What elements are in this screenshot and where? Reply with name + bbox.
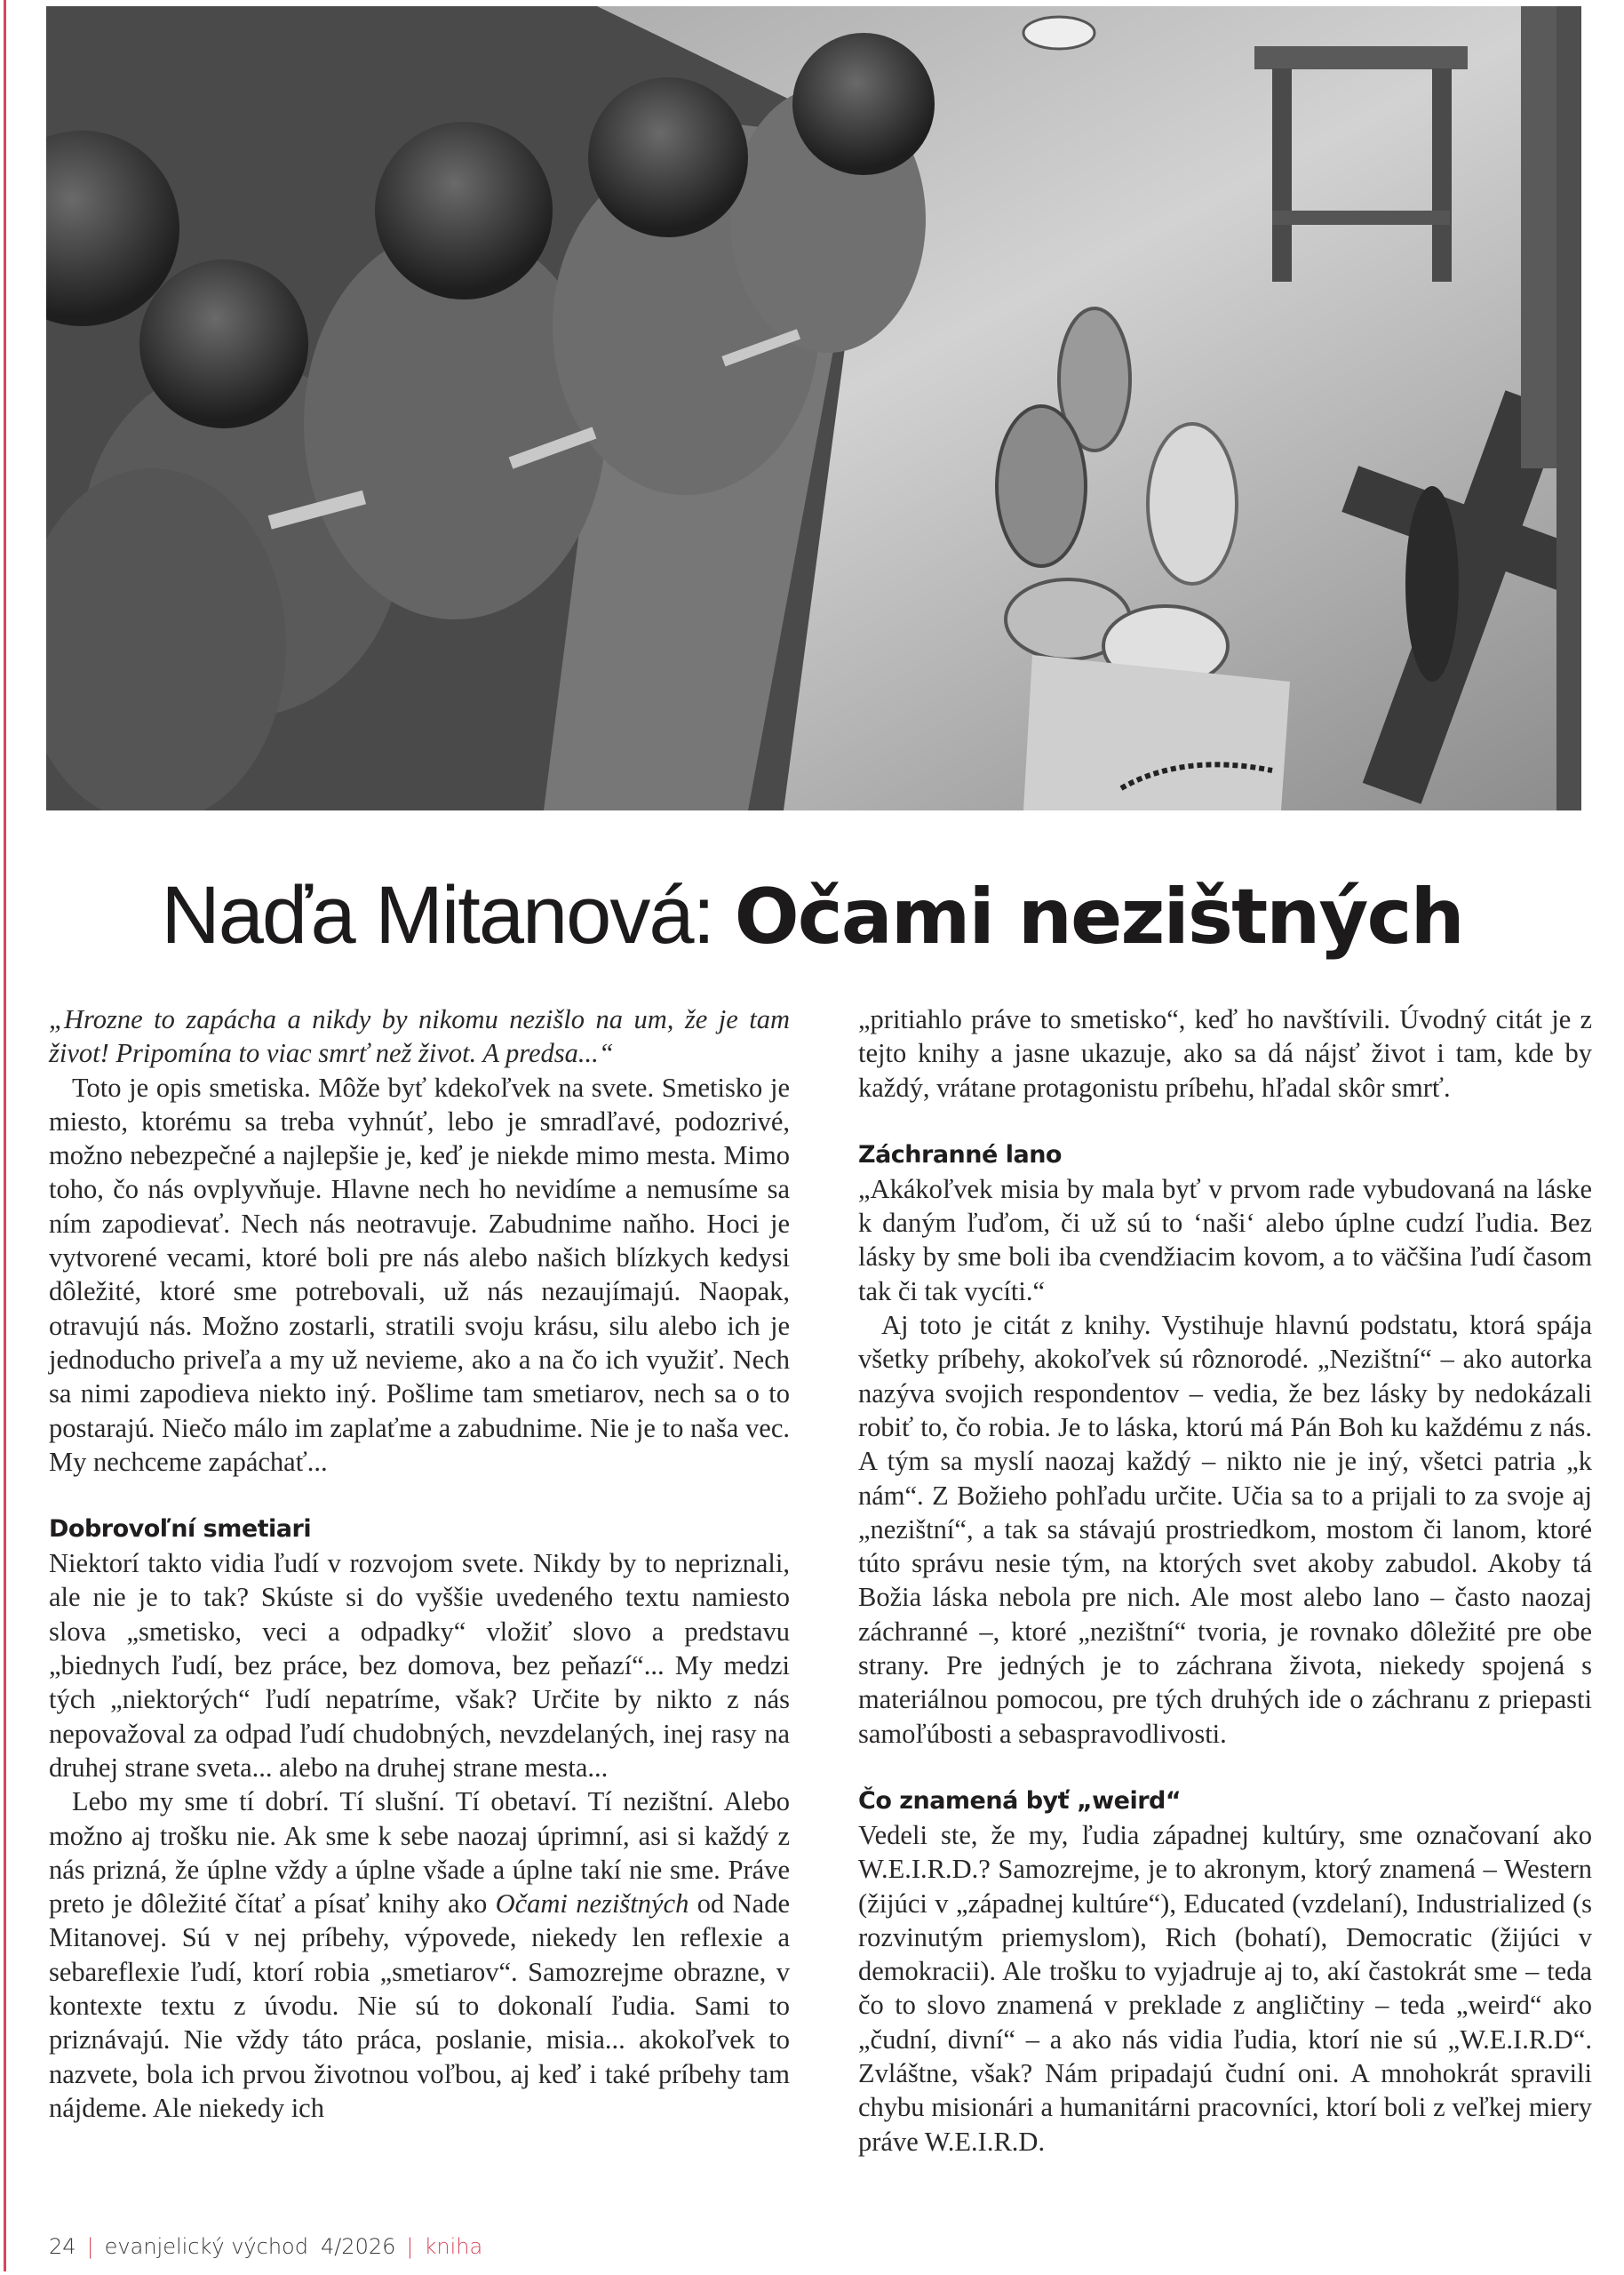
article-photo: [46, 6, 1581, 810]
paragraph: [49, 1784, 790, 2125]
magazine-name: evanjelický východ: [104, 2234, 308, 2259]
footer-separator: |: [406, 2234, 414, 2259]
page-footer: [49, 2234, 482, 2259]
footer-separator: |: [86, 2234, 94, 2259]
title-author: Naďa Mitanová:: [161, 870, 735, 961]
section-heading: Čo znamená byť „weird“: [858, 1786, 1182, 1815]
article-title: [0, 866, 1624, 966]
page-margin-rule: [4, 0, 6, 2271]
paragraph: „Akákoľvek misia by mala byť v prvom rade vybudovaná na láske k daným ľuďom, či už sú to ‘naši‘ alebo úplne cudzí ľudia. Bez lásky by sme boli iba cvendžiacim kovom, a to väčšina ľudí časom tak či tak vycíti.“: [858, 1173, 1592, 1306]
page-number: 24: [49, 2234, 76, 2259]
paragraph: „pritiahlo práve to smetisko“, keď ho navštívili. Úvodný citát je z tejto knihy a jasne ukazuje, ako sa dá nájsť život i tam, kde by každý, vrátane protagonistu príbehu, hľadal skôr smrť.: [858, 1004, 1592, 1103]
issue-number: 4/2026: [320, 2234, 396, 2259]
section-heading: Záchranné lano: [858, 1140, 1062, 1169]
opening-quote: „Hrozne to zapácha a nikdy by nikomu nezišlo na um, že je tam život! Pripomína to viac smrť než život. A predsa...“: [49, 1004, 790, 1069]
right-column: [858, 1002, 1592, 2159]
paragraph: Toto je opis smetiska. Môže byť kdekoľvek na svete. Smetisko je miesto, ktorému sa treba vyhnúť, lebo je smradľavé, podozrivé, možno nebezpečné a najlepšie je, keď je niekde mimo mesta. Mimo toho, čo nás ovplyvňuje. Hlavne nech ho nevidíme a nemusíme sa ním zapodievať. Nech nás neotravuje. Zabudnime naňho. Hoci je vytvorené vecami, ktoré boli pre nás alebo našich blízkych kedysi dôležité, ktoré sme potrebovali, už nás nezaujímajú. Naopak, otravujú nás. Možno zostarli, stratili svoju krásu, silu alebo ich je jednoducho priveľa a my už nevieme, ako a na čo ich využiť. Nech sa nimi zapodieva niekto iný. Pošlime tam smetiarov, nech sa o to postarajú. Niečo málo im zaplaťme a zabudnime. Nie je to naša vec. My nechceme zapáchať...: [49, 1072, 790, 1477]
paragraph: Vedeli ste, že my, ľudia západnej kultúry, sme označovaní ako W.E.I.R.D.? Samozrejme, je to akronym, ktorý znamená – Western (žijúci v „západnej kultúre“), Educated (vzdelaní), Industrialized (s rozvinutým priemyslom), Rich (bohatí), Democratic (žijúci v demokracii). Ale trošku to vyjadruje aj to, akí častokrát sme – teda čo to slovo znamená v preklade z angličtiny – teda „weird“ ako „čudní, divní“ – a ako nás vidia ľudia, ktorí nie sú „W.E.I.R.D“. Zvláštne, však? Nám pripadajú čudní oni. A mnohokrát spravili chybu misionári a humanitárni pracovníci, ktorí boli z veľkej miery práve W.E.I.R.D.: [858, 1819, 1592, 2157]
paragraph: Aj toto je citát z knihy. Vystihuje hlavnú podstatu, ktorá spája všetky príbehy, akokoľvek sú rôznorodé. „Nezištní“ – ako autorka nazýva svojich respondentov – vedia, že bez lásky by nedokázali robiť to, čo robia. Je to láska, ktorú má Pán Boh ku každému z nás. A tým sa myslí naozaj každý – nikto nie je iný, všetci patria „k nám“. Z Božieho pohľadu určite. Učia sa to a prijali to za svoje aj „nezištní“, a tak sa stávajú prostriedkom, mostom či lanom, ktoré túto správu nesie tým, na ktorých svet akoby zabudol. Akoby tá Božia láska nebola pre nich. Ale most alebo lano – často naozaj záchranné –, ktoré „nezištní“ tvoria, je rovnako dôležité pre obe strany. Pre jedných je to záchrana života, niekedy spojená s materiálnou pomocou, pre tých druhých ide o záchranu z priepasti samoľúbosti a sebaspravodlivosti.: [858, 1310, 1592, 1749]
section-label: kniha: [424, 2234, 483, 2259]
left-column: [49, 1002, 790, 2125]
paragraph-text: Lebo my sme tí dobrí. Tí slušní. Tí obetaví. Tí nezištní. Alebo možno aj trošku nie. Ak sme k sebe naozaj úprimní, asi si každý z nás prizná, že úplne vždy a úplne všade a úplne takí nie sme. Práve preto je dôležité čítať a písať knihy ako: [49, 1786, 790, 1920]
paragraph-text: od Nade Mitanovej. Sú v nej príbehy, výpovede, niekedy len reflexie a sebareflexie ľudí, ktorí robia „smetiarov“. Samozrejme obrazne, v kontexte textu z úvodu. Nie sú to dokonalí ľudia. Sami to priznávajú. Nie vždy táto práca, poslanie, misia... akokoľvek to nazvete, bola ich prvou životnou voľbou, aj keď i také príbehy tam nájdeme. Ale niekedy ich: [49, 1888, 790, 2123]
photo-image-icon: [46, 6, 1581, 810]
title-book: Očami nezištných: [734, 873, 1463, 962]
book-title: Očami nezištných: [495, 1888, 689, 1920]
section-heading: Dobrovoľní smetiari: [49, 1515, 312, 1544]
paragraph: Niektorí takto vidia ľudí v rozvojom svete. Nikdy by to nepriznali, ale nie je to tak? Skúste si do vyššie uvedeného textu namiesto slova „smetisko, veci a odpadky“ vložiť slovo a predstavu „biednych ľudí, bez práce, bez domova, bez peňazí“... My medzi tých „niektorých“ ľudí nepatríme, však? Určite by nikto z nás nepovažoval za odpad ľudí chudobných, nevzdelaných, inej rasy na druhej strane sveta... alebo na druhej strane mesta...: [49, 1548, 790, 1783]
